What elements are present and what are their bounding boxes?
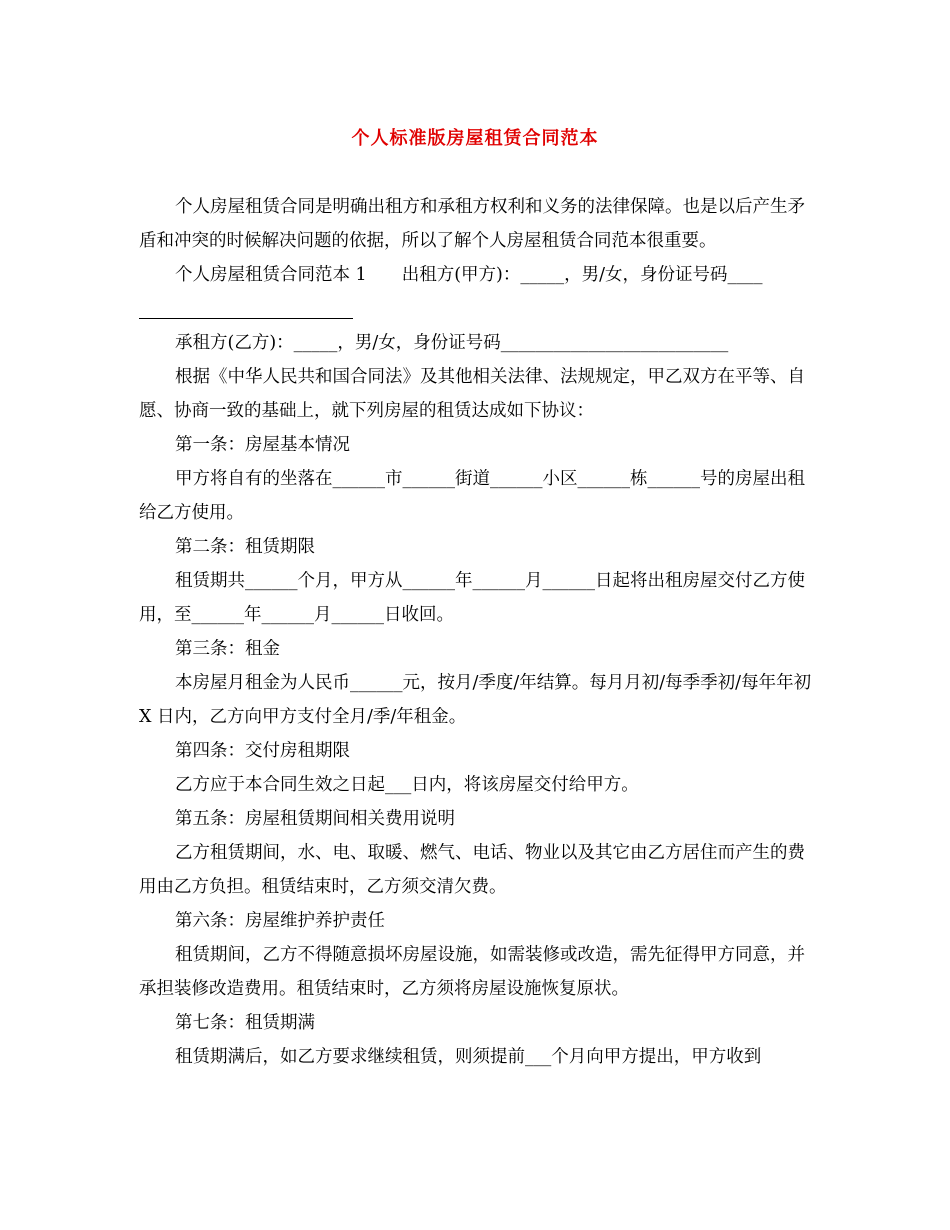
page-title: 个人标准版房屋租赁合同范本 (351, 128, 599, 149)
paragraph-basis: 根据《中华人民共和国合同法》及其他相关法律、法规规定，甲乙双方在平等、自愿、协商一致的基础上，就下列房屋的租赁达成如下协议： (139, 367, 805, 421)
clause-7-heading: 第七条：租赁期满 (175, 1013, 315, 1033)
paragraph-lessee: 承租方(乙方)：_____，男/女，身份证号码__________________________ (175, 333, 729, 353)
clause-5-heading: 第五条：房屋租赁期间相关费用说明 (175, 809, 455, 829)
clause-3-heading: 第三条：租金 (175, 639, 280, 659)
clause-2-heading: 第二条：租赁期限 (175, 537, 315, 557)
paragraph-blank-line (139, 292, 819, 326)
clause-6-body: 租赁期间，乙方不得随意损坏房屋设施，如需装修或改造，需先征得甲方同意，并承担装修改造费用。租赁结束时，乙方须将房屋设施恢复原状。 (139, 945, 805, 999)
paragraph-lessor: 个人房屋租赁合同范本 1 出租方(甲方)：_____，男/女，身份证号码____ (175, 265, 763, 285)
clause-3-body: 本房屋月租金为人民币______元，按月/季度/年结算。每月月初/每季季初/每年年初 X 日内，乙方向甲方支付全月/季/年租金。 (139, 673, 812, 727)
clause-6-heading: 第六条：房屋维护养护责任 (175, 911, 385, 931)
clause-5-body: 乙方租赁期间，水、电、取暖、燃气、电话、物业以及其它由乙方居住而产生的费用由乙方负担。租赁结束时，乙方须交清欠费。 (139, 843, 805, 897)
clause-2-body: 租赁期共______个月，甲方从______年______月______日起将出租房屋交付乙方使用，至______年______月______日收回。 (139, 571, 805, 625)
document-body (139, 190, 819, 1074)
clause-1-body: 甲方将自有的坐落在______市______街道______小区______栋______号的房屋出租给乙方使用。 (139, 469, 805, 523)
clause-1-heading: 第一条：房屋基本情况 (175, 435, 350, 455)
id-number-underline (139, 318, 353, 319)
clause-4-body: 乙方应于本合同生效之日起___日内，将该房屋交付给甲方。 (175, 775, 639, 795)
paragraph-intro: 个人房屋租赁合同是明确出租方和承租方权利和义务的法律保障。也是以后产生矛盾和冲突的时候解决问题的依据，所以了解个人房屋租赁合同范本很重要。 (139, 197, 805, 251)
clause-7-body: 租赁期满后，如乙方要求继续租赁，则须提前___个月向甲方提出，甲方收到 (175, 1047, 762, 1067)
clause-4-heading: 第四条：交付房租期限 (175, 741, 350, 761)
